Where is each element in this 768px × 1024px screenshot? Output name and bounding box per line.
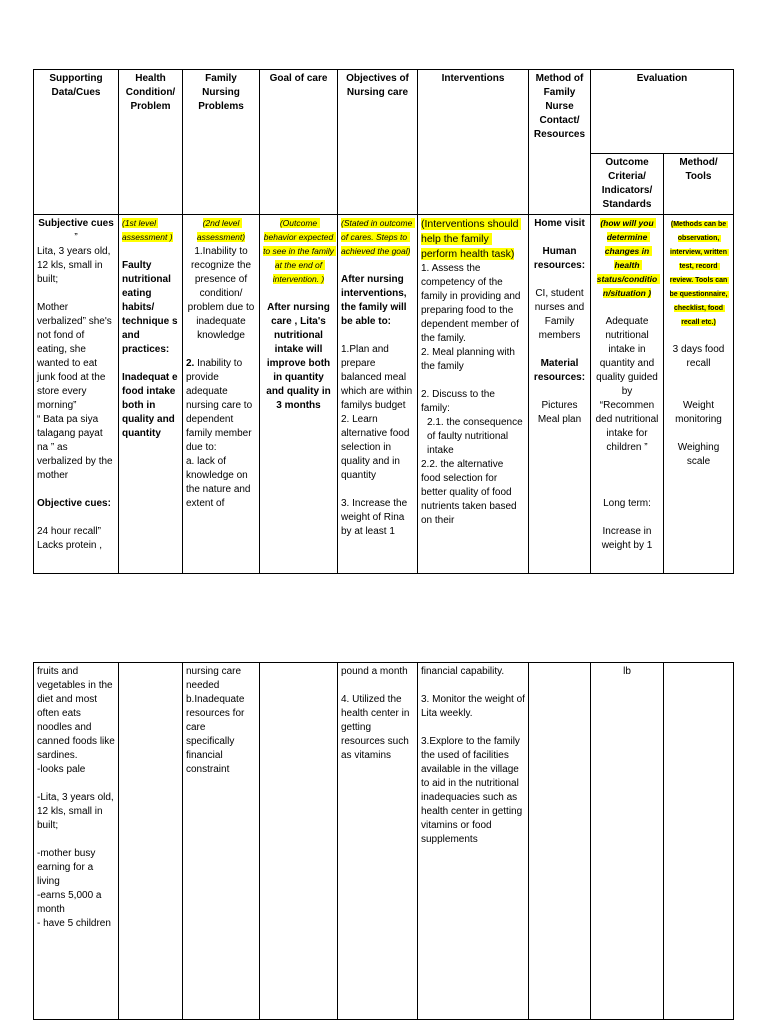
objectives-lead: After nursing interventions, the family will be able to: [341,274,410,327]
p2-objectives: pound a month [341,666,408,677]
cue-mother: Mother verbalized” she's not fond of eating, she wanted to eat junk food at the store every morning” [37,302,115,411]
cell-tools [664,215,734,574]
family-item2-num: 2. [186,358,195,369]
p2-outcome: lb [623,666,631,677]
method-home: Home visit [534,218,585,229]
p2-cell-health [119,663,183,1020]
header-goal: Goal of care [260,70,338,215]
p2-cell-objectives [338,663,418,1020]
header-tools: Method/ Tools [664,154,734,215]
cell-interventions [418,215,529,574]
intervention-3-1: 2.1. the consequence of faulty nutritional intake [427,417,526,456]
intervention-1: 1. Assess the competency of the family in providing and preparing food to the dependent member of the family. [421,263,524,344]
method-human: CI, student nurses and Family members [534,288,588,341]
care-plan-table-page1 [33,69,734,574]
family-item1: 1.Inability to recognize the presence of condition/ problem due to inadequate knowledge [187,246,258,341]
p2-cell-goal [260,663,338,1020]
p2-cell-method [529,663,591,1020]
method-material-title: Material resources: [533,358,586,383]
health-inadequate: Inadequat e food intake both in quality and quantity [122,372,181,439]
header-supporting: Supporting Data/Cues [34,70,119,215]
goal-note: (Outcome behavior expected to see in the family at the end of intervention. ) [263,218,337,284]
objective-3: 3. Increase the weight of Rina by at least 1 [341,498,410,537]
header-objectives: Objectives of Nursing care [338,70,418,215]
outcome-note: (how will you determine changes in health status/conditio n/situation ) [596,218,660,298]
objective-1: 1.Plan and prepare balanced meal which are within familys budget [341,344,415,411]
cell-supporting-cues [34,215,119,574]
p2-family: nursing care needed b.Inadequate resources for care specifically financial constraint [186,666,245,775]
quote-mark: ” [74,232,78,243]
p2-int-1: financial capability. [421,666,505,677]
p2-cell-outcome [591,663,664,1020]
intervention-3: 2. Discuss to the family: [421,389,498,414]
health-problem: Faulty nutritional eating habits/ technique s and practices: [122,260,181,355]
header-method: Method of Family Nurse Contact/ Resources [529,70,591,215]
method-human-title: Human resources: [533,246,586,271]
health-note: (1st level assessment ) [122,218,173,242]
family-item2a: a. lack of knowledge on the nature and extent of [186,456,254,509]
objectives-note: (Stated in outcome of cares. Steps to achieved the goal) [341,218,415,256]
p2-int-2: 3. Monitor the weight of Lita weekly. [421,694,528,719]
objective-title: Objective cues: [37,498,111,509]
p2-lita: -Lita, 3 years old, 12 kls, small in built; [37,792,117,831]
cue-recall: 24 hour recall” Lacks protein , [37,526,104,551]
outcome-text: Adequate nutritional intake in quantity and quality guided by “Recommen ded nutritional intake for children ” [595,316,662,453]
header-interventions: Interventions [418,70,529,215]
outcome-long: Long term: [603,498,651,509]
intervention-2: 2. Meal planning with the family [421,347,518,372]
intervention-3-2: 2.2. the alternative food selection for better quality of food nutrients taken based on their [421,459,520,526]
cell-outcome [591,215,664,574]
p2-mother: -mother busy earning for a living -earns 5,000 a month - have 5 children [37,848,111,929]
p2-cell-tools [664,663,734,1020]
header-health: Health Condition/ Problem [119,70,183,215]
objective-2: 2. Learn alternative food selection in quality and in quantity [341,414,413,481]
header-family: Family Nursing Problems [183,70,260,215]
header-outcome: Outcome Criteria/ Indicators/ Standards [591,154,664,215]
method-material: Pictures Meal plan [537,400,582,425]
care-plan-table-page2 [33,662,734,1020]
family-item2: Inability to provide adequate nursing care to dependent family member due to: [186,358,255,453]
cell-objectives [338,215,418,574]
p2-objectives-4: 4. Utilized the health center in getting resources such as vitamins [341,694,413,761]
cell-goal [260,215,338,574]
cell-family [183,215,260,574]
cue-lita: Lita, 3 years old, 12 kls, small in built; [37,246,114,285]
subjective-title: Subjective cues [38,218,114,229]
p2-cues: fruits and vegetables in the diet and most often eats noodles and canned foods like sardines. -looks pale [37,666,115,775]
tools-scale: Weighing scale [677,442,723,467]
interventions-note: (Interventions should help the family perform health task) [421,218,522,260]
cue-bata: “ Bata pa siya talagang payat na ” as verbalized by the mother [37,414,116,481]
cell-health [119,215,183,574]
cell-method [529,215,591,574]
p2-cell-family [183,663,260,1020]
tools-note: (Methods can be observation, interview, written test, record review. Tools can be questionnaire, checklist, food recall etc.) [669,221,730,326]
tools-monitor: Weight monitoring [675,400,722,425]
family-note: (2nd level assessment) [196,218,246,242]
goal-text: After nursing care , Lita's nutritional intake will improve both in quantity and quality in 3 months [266,302,334,411]
outcome-increase: Increase in weight by 1 [601,526,655,551]
p2-int-3: 3.Explore to the family the used of facilities available in the village to aid in the nutritional inadequacies such as health center in getting vitamins or food supplements [421,736,525,845]
header-evaluation: Evaluation [591,70,734,154]
tools-recall: 3 days food recall [672,344,728,369]
p2-cell-cues [34,663,119,1020]
p2-cell-interventions [418,663,529,1020]
